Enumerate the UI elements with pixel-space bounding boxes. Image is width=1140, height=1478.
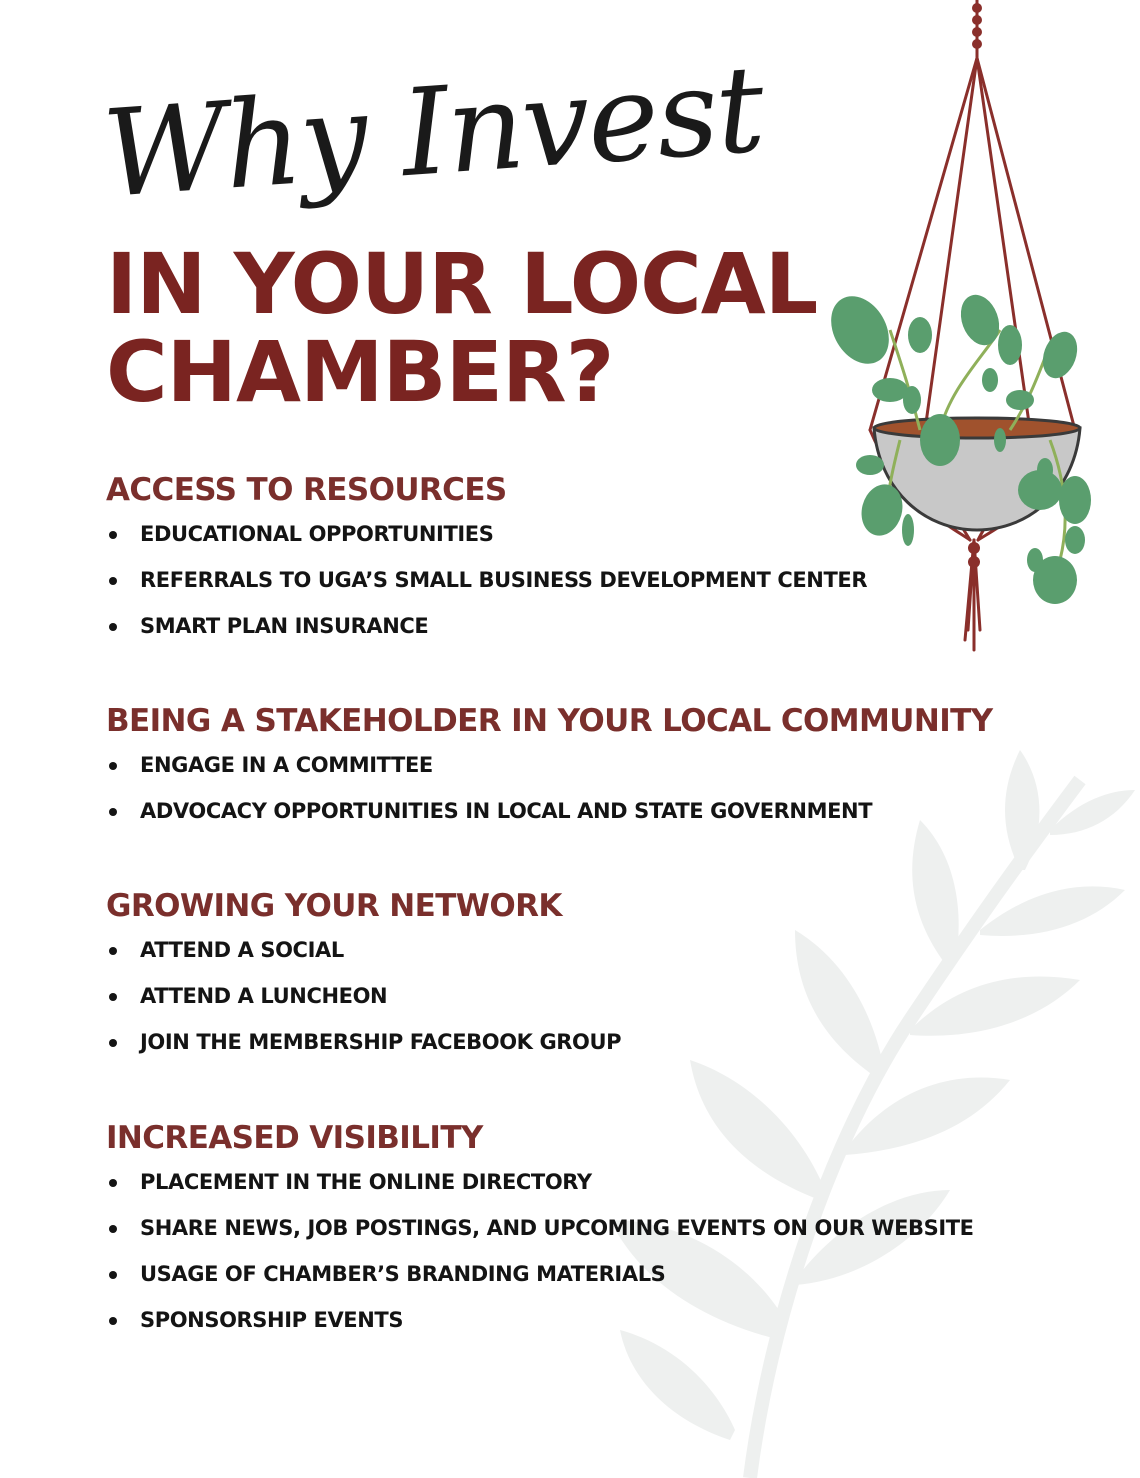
- list-item: JOIN THE MEMBERSHIP FACEBOOK GROUP: [106, 1030, 621, 1076]
- title-line-2: CHAMBER?: [106, 323, 614, 421]
- list-item: ATTEND A LUNCHEON: [106, 984, 621, 1030]
- page-title: [106, 235, 818, 421]
- list-item: EDUCATIONAL OPPORTUNITIES: [106, 522, 867, 568]
- bullet-list: [106, 753, 993, 845]
- section-heading: INCREASED VISIBILITY: [106, 1120, 483, 1156]
- section-heading: BEING A STAKEHOLDER IN YOUR LOCAL COMMUNITY: [106, 703, 993, 739]
- section-access-to-resources: [106, 472, 867, 660]
- section-increased-visibility: [106, 1120, 974, 1354]
- list-item: ENGAGE IN A COMMITTEE: [106, 753, 993, 799]
- bullet-list: [106, 938, 621, 1076]
- bullet-list: [106, 522, 867, 660]
- title-script: Why Invest: [98, 40, 767, 225]
- list-item: SMART PLAN INSURANCE: [106, 614, 867, 660]
- section-stakeholder: [106, 703, 993, 845]
- list-item: PLACEMENT IN THE ONLINE DIRECTORY: [106, 1170, 974, 1216]
- section-heading: ACCESS TO RESOURCES: [106, 472, 507, 508]
- list-item: ADVOCACY OPPORTUNITIES IN LOCAL AND STATE GOVERNMENT: [106, 799, 993, 845]
- list-item: ATTEND A SOCIAL: [106, 938, 621, 984]
- list-item: REFERRALS TO UGA’S SMALL BUSINESS DEVELOPMENT CENTER: [106, 568, 867, 614]
- section-heading: GROWING YOUR NETWORK: [106, 888, 562, 924]
- hanging-plant-icon: [830, 0, 1120, 665]
- title-line-1: IN YOUR LOCAL: [106, 235, 818, 333]
- bullet-list: [106, 1170, 974, 1354]
- list-item: SHARE NEWS, JOB POSTINGS, AND UPCOMING EVENTS ON OUR WEBSITE: [106, 1216, 974, 1262]
- list-item: SPONSORSHIP EVENTS: [106, 1308, 974, 1354]
- list-item: USAGE OF CHAMBER’S BRANDING MATERIALS: [106, 1262, 974, 1308]
- section-growing-network: [106, 888, 621, 1076]
